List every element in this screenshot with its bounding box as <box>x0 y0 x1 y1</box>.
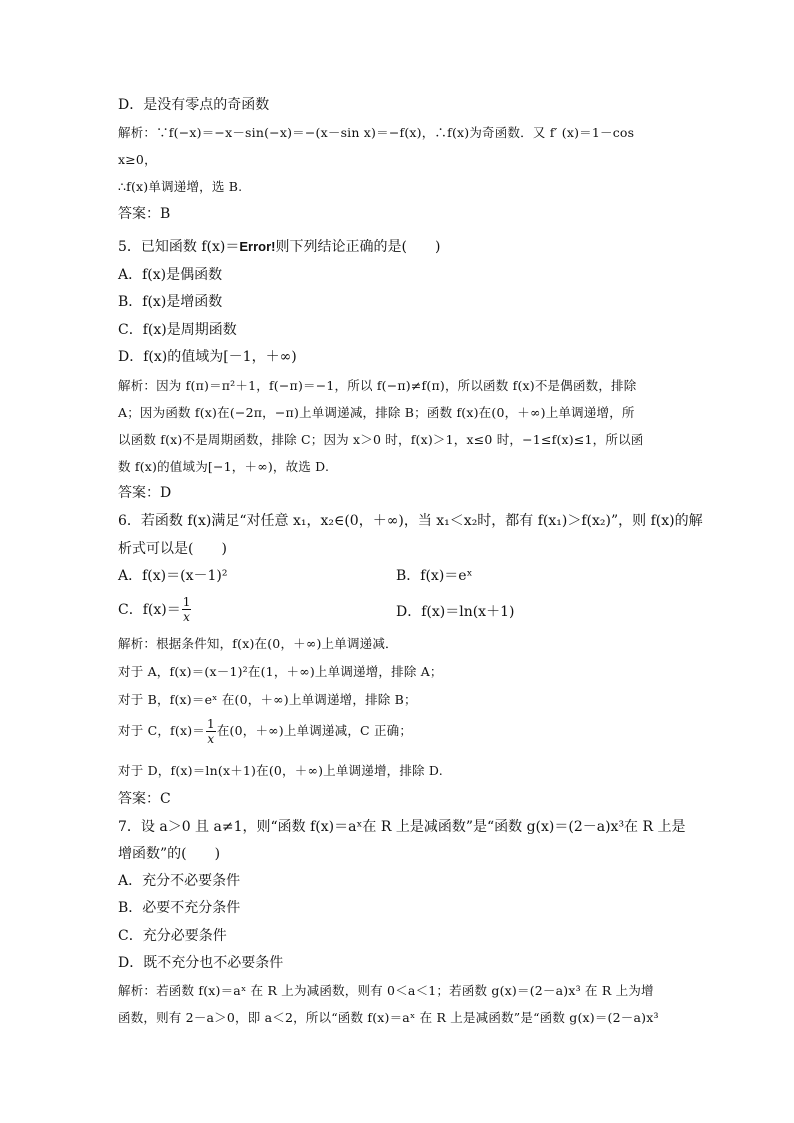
fraction-numerator: 1 <box>206 717 215 731</box>
q7-solution-line-1: 解析：若函数 f(x)＝aˣ 在 R 上为减函数，则有 0＜a＜1；若函数 g(x)＝(2－a)x³ 在 R 上为增 <box>118 983 654 998</box>
q4-solution-line-1: 解析：∵f(−x)＝−x－sin(−x)＝−(x－sin x)＝−f(x)，∴f(x)为奇函数．又 f′ (x)＝1－cos <box>118 125 635 140</box>
q5-solution-line-4: 数 f(x)的值域为[−1，＋∞)，故选 D. <box>118 459 330 474</box>
q6-option-b: B．f(x)＝eˣ <box>396 568 473 584</box>
q6-option-a: A．f(x)＝(x－1)² <box>118 568 228 584</box>
q7-stem-line-1: 7．设 a＞0 且 a≠1，则“函数 f(x)＝aˣ在 R 上是减函数”是“函数 g(x)＝(2－a)x³在 R 上是 <box>118 819 686 835</box>
q6-option-c <box>118 596 192 623</box>
fraction-denominator: x <box>207 732 215 746</box>
q5-option-c: C．f(x)是周期函数 <box>118 322 237 338</box>
q6-option-c-label: C．f(x)＝ <box>118 601 181 618</box>
fraction-denominator: x <box>183 610 190 624</box>
q5-solution-line-3: 以函数 f(x)不是周期函数，排除 C；因为 x＞0 时，f(x)＞1，x≤0 时，−1≤f(x)≤1，所以函 <box>118 432 644 447</box>
q7-stem-line-2: 增函数”的( ) <box>118 846 221 862</box>
q5-solution-line-2: A；因为函数 f(x)在(−2π，−π)上单调递减，排除 B；函数 f(x)在(0，＋∞)上单调递增，所 <box>118 405 635 420</box>
fraction-numerator: 1 <box>182 595 191 609</box>
q4-option-d: D．是没有零点的奇函数 <box>118 97 270 113</box>
fraction-one-over-x <box>182 596 192 623</box>
q7-option-d: D．既不充分也不必要条件 <box>118 955 284 971</box>
q5-option-d: D．f(x)的值域为[－1，＋∞) <box>118 349 297 365</box>
q6-option-d: D．f(x)＝ln(x＋1) <box>396 604 515 620</box>
q4-solution-line-2: x≥0， <box>118 152 157 167</box>
q6-answer: 答案：C <box>118 791 171 807</box>
q6-solution-line-1: 解析：根据条件知，f(x)在(0，＋∞)上单调递减． <box>118 636 398 651</box>
q6-solution-line-3: 对于 B，f(x)＝eˣ 在(0，＋∞)上单调递增，排除 B； <box>118 692 417 707</box>
q7-option-b: B．必要不充分条件 <box>118 900 241 916</box>
q5-stem <box>118 238 440 256</box>
q6-solution-line-5: 对于 D，f(x)＝ln(x＋1)在(0，＋∞)上单调递增，排除 D. <box>118 763 443 778</box>
q5-option-a: A．f(x)是偶函数 <box>118 267 223 283</box>
q6-solution-c-suffix: 在(0，＋∞)上单调递减，C 正确； <box>216 723 413 738</box>
q6-stem-line-1: 6．若函数 f(x)满足“对任意 x₁，x₂∈(0，＋∞)，当 x₁＜x₂时，都有 f(x₁)＞f(x₂)”，则 f(x)的解 <box>118 513 703 529</box>
q6-solution-line-2: 对于 A，f(x)＝(x－1)²在(1，＋∞)上单调递增，排除 A； <box>118 664 443 679</box>
q4-answer: 答案：B <box>118 206 171 222</box>
q5-error-field: Error! <box>239 239 276 254</box>
q5-option-b: B．f(x)是增函数 <box>118 294 223 310</box>
q6-solution-c-prefix: 对于 C，f(x)＝ <box>118 723 205 738</box>
q7-solution-line-2: 函数，则有 2－a＞0，即 a＜2，所以“函数 f(x)＝aˣ 在 R 上是减函数”是“函数 g(x)＝(2－a)x³ <box>118 1010 659 1025</box>
q6-stem-line-2: 析式可以是( ) <box>118 541 227 557</box>
q5-stem-part-a: 5．已知函数 f(x)＝ <box>118 239 240 255</box>
q5-stem-part-b: 则下列结论正确的是( ) <box>275 239 441 255</box>
fraction-one-over-x-solution <box>206 718 216 745</box>
q5-answer: 答案：D <box>118 485 172 501</box>
q6-solution-line-4 <box>118 718 412 745</box>
q4-solution-line-3: ∴f(x)单调递增，选 B. <box>118 179 243 194</box>
q5-solution-line-1: 解析：因为 f(π)＝π²＋1，f(−π)＝−1，所以 f(−π)≠f(π)，所以函数 f(x)不是偶函数，排除 <box>118 378 637 393</box>
q7-option-c: C．充分必要条件 <box>118 928 227 944</box>
q7-option-a: A．充分不必要条件 <box>118 873 241 889</box>
